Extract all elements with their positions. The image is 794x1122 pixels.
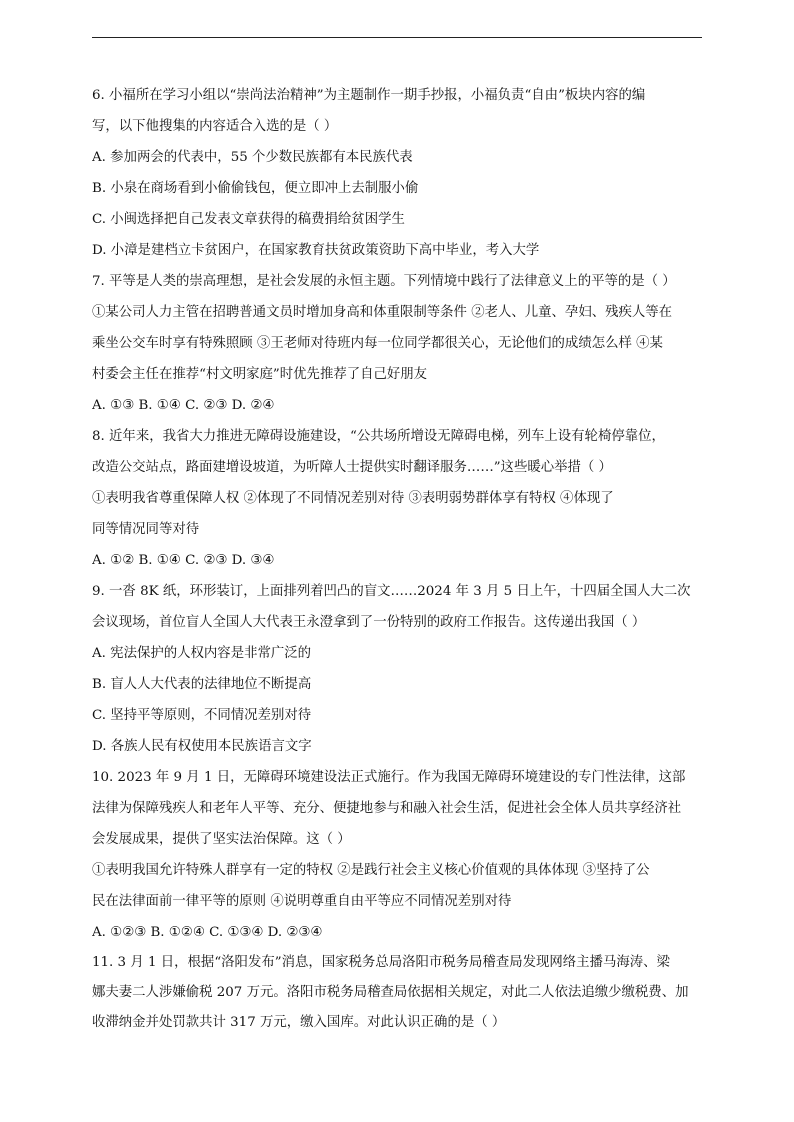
question-7 [92,266,702,421]
question-9-option-c: C. 坚持平等原则，不同情况差别对待 [92,708,312,723]
question-6-option-c: C. 小闽选择把自己发表文章获得的稿费捐给贫困学生 [92,212,405,227]
question-10 [92,762,702,948]
question-6-option-d: D. 小漳是建档立卡贫困户，在国家教育扶贫政策资助下高中毕业，考入大学 [92,243,540,258]
header-rule [92,37,702,38]
question-8-stem: 同等情况同等对待 [92,522,200,537]
question-10-stem: ①表明我国允许特殊人群享有一定的特权 ②是践行社会主义核心价值观的具体体现 ③坚持了公 [92,863,650,878]
question-9 [92,576,702,762]
question-8-options: A. ①② B. ①④ C. ②③ D. ③④ [92,553,275,568]
question-9-stem: 9. 一沓 8K 纸，环形装订，上面排列着凹凸的盲文……2024 年 3 月 5 日上午，十四届全国人大二次 [92,584,691,599]
question-8-stem: ①表明我省尊重保障人权 ②体现了不同情况差别对待 ③表明弱势群体享有特权 ④体现了 [92,491,614,506]
question-list [92,80,702,1038]
question-7-stem: 7. 平等是人类的崇高理想，是社会发展的永恒主题。下列情境中践行了法律意义上的平等的是（ ） [92,274,676,289]
question-7-stem: 乘坐公交车时享有特殊照顾 ③王老师对待班内每一位同学都很关心，无论他们的成绩怎么样 ④某 [92,336,663,351]
question-6-stem: 6. 小福所在学习小组以“崇尚法治精神”为主题制作一期手抄报，小福负责“自由”板块内容的编 [92,88,646,103]
question-10-stem: 10. 2023 年 9 月 1 日，无障碍环境建设法正式施行。作为我国无障碍环境建设的专门性法律，这部 [92,770,686,785]
question-8-stem: 8. 近年来，我省大力推进无障碍设施建设，“公共场所增设无障碍电梯，列车上设有轮椅停靠位， [92,429,665,444]
question-11 [92,948,702,1038]
question-11-stem: 11. 3 月 1 日，根据“洛阳发布”消息，国家税务总局洛阳市税务局稽查局发现网络主播马海涛、梁 [92,955,670,970]
question-9-option-b: B. 盲人人大代表的法律地位不断提高 [92,677,312,692]
question-9-option-a: A. 宪法保护的人权内容是非常广泛的 [92,646,312,661]
question-6-option-b: B. 小泉在商场看到小偷偷钱包，便立即冲上去制服小偷 [92,181,419,196]
question-6-option-a: A. 参加两会的代表中，55 个少数民族都有本民族代表 [92,150,413,165]
question-11-stem: 收滞纳金并处罚款共计 317 万元，缴入国库。对此认识正确的是（ ） [92,1015,506,1030]
question-7-stem: 村委会主任在推荐“村文明家庭”时优先推荐了自己好朋友 [92,367,428,382]
question-6-stem: 写，以下他搜集的内容适合入选的是（ ） [92,119,338,134]
question-10-stem: 法律为保障残疾人和老年人平等、充分、便捷地参与和融入社会生活，促进社会全体人员共享经济社 [92,801,682,816]
question-10-stem: 会发展成果，提供了坚实法治保障。这（ ） [92,832,351,847]
question-10-options: A. ①②③ B. ①②④ C. ①③④ D. ②③④ [92,925,323,940]
question-7-stem: ①某公司人力主管在招聘普通文员时增加身高和体重限制等条件 ②老人、儿童、孕妇、残疾人等在 [92,305,673,320]
question-8 [92,421,702,576]
question-10-stem: 民在法律面前一律平等的原则 ④说明尊重自由平等应不同情况差别对待 [92,894,512,909]
question-8-stem: 改造公交站点，路面建增设坡道，为听障人士提供实时翻译服务……”这些暖心举措（ ） [92,460,612,475]
question-7-options: A. ①③ B. ①④ C. ②③ D. ②④ [92,398,275,413]
question-9-option-d: D. 各族人民有权使用本民族语言文字 [92,739,312,754]
question-11-stem: 娜夫妻二人涉嫌偷税 207 万元。洛阳市税务局稽查局依据相关规定，对此二人依法追缴少缴税费、加 [92,985,689,1000]
question-9-stem: 会议现场，首位盲人全国人大代表王永澄拿到了一份特别的政府工作报告。这传递出我国（ ） [92,615,646,630]
question-6 [92,80,702,266]
